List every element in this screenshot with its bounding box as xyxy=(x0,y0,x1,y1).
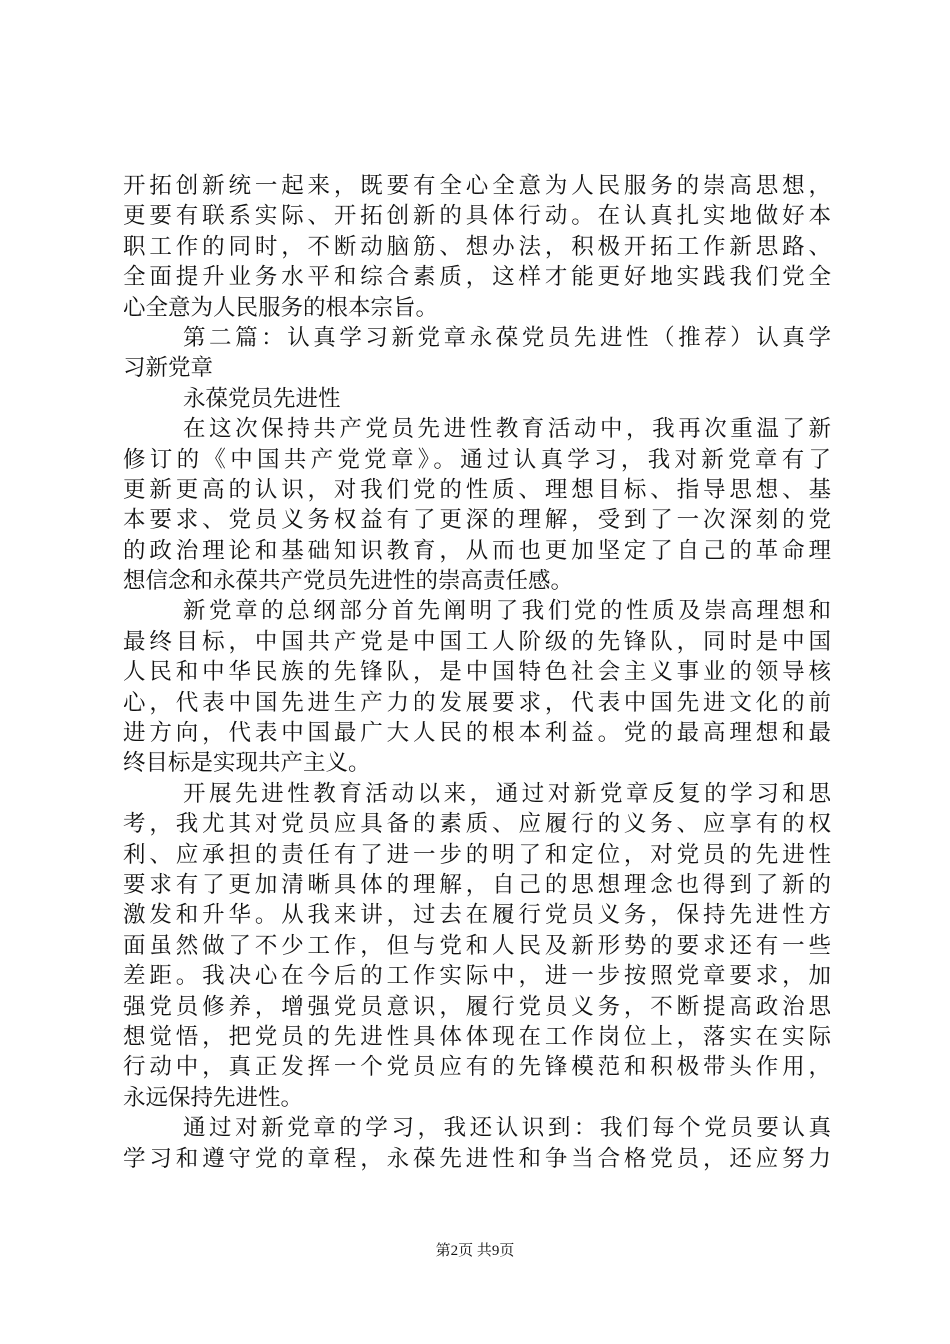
text-line: 学习和遵守党的章程，永葆先进性和争当合格党员，还应努力 xyxy=(123,1145,831,1172)
text-line: 最终目标，中国共产党是中国工人阶级的先锋队，同时是中国 xyxy=(123,628,831,655)
text-line: 更新更高的认识，对我们党的性质、理想目标、指导思想、基 xyxy=(123,476,831,503)
text-line: 第二篇：认真学习新党章永葆党员先进性（推荐）认真学 xyxy=(183,324,831,351)
text-line: 本要求、党员义务权益有了更深的理解，受到了一次深刻的党 xyxy=(123,507,831,534)
text-line: 行动中，真正发挥一个党员应有的先锋模范和积极带头作用， xyxy=(123,1054,831,1081)
text-line: 人民和中华民族的先锋队，是中国特色社会主义事业的领导核 xyxy=(123,659,831,686)
document-body xyxy=(123,171,831,1174)
text-line: 永远保持先进性。 xyxy=(123,1084,304,1111)
text-line: 永葆党员先进性 xyxy=(183,385,341,412)
text-line: 强党员修养，增强党员意识，履行党员义务，不断提高政治思 xyxy=(123,993,831,1020)
text-line: 开展先进性教育活动以来，通过对新党章反复的学习和思 xyxy=(183,780,831,807)
text-line: 全面提升业务水平和综合素质，这样才能更好地实践我们党全 xyxy=(123,264,831,291)
text-line: 激发和升华。从我来讲，过去在履行党员义务，保持先进性方 xyxy=(123,902,831,929)
text-line: 开拓创新统一起来，既要有全心全意为人民服务的崇高思想， xyxy=(123,173,831,199)
text-line: 差距。我决心在今后的工作实际中，进一步按照党章要求，加 xyxy=(123,963,831,990)
text-line: 心，代表中国先进生产力的发展要求，代表中国先进文化的前 xyxy=(123,689,831,716)
text-line: 终目标是实现共产主义。 xyxy=(123,750,371,777)
text-line: 更要有联系实际、开拓创新的具体行动。在认真扎实地做好本 xyxy=(123,203,831,230)
text-line: 想觉悟，把党员的先进性具体体现在工作岗位上，落实在实际 xyxy=(123,1023,831,1050)
text-line: 考，我尤其对党员应具备的素质、应履行的义务、应享有的权 xyxy=(123,811,831,838)
text-line: 通过对新党章的学习，我还认识到：我们每个党员要认真 xyxy=(183,1115,831,1142)
text-line: 习新党章 xyxy=(123,355,214,382)
text-line: 在这次保持共产党员先进性教育活动中，我再次重温了新 xyxy=(183,416,831,443)
text-line: 进方向，代表中国最广大人民的根本利益。党的最高理想和最 xyxy=(123,720,831,747)
page-footer: 第2页 共9页 xyxy=(435,1243,515,1259)
text-line: 的政治理论和基础知识教育，从而也更加坚定了自己的革命理 xyxy=(123,537,831,564)
text-line: 要求有了更加清晰具体的理解，自己的思想理念也得到了新的 xyxy=(123,871,831,898)
text-line: 新党章的总纲部分首先阐明了我们党的性质及崇高理想和 xyxy=(183,598,831,625)
text-line: 修订的《中国共产党党章》。通过认真学习，我对新党章有了 xyxy=(123,446,831,473)
text-line: 心全意为人民服务的根本宗旨。 xyxy=(123,294,439,321)
text-line: 面虽然做了不少工作，但与党和人民及新形势的要求还有一些 xyxy=(123,932,831,959)
text-line: 职工作的同时，不断动脑筋、想办法，积极开拓工作新思路、 xyxy=(123,233,831,260)
text-line: 想信念和永葆共产党员先进性的崇高责任感。 xyxy=(123,568,574,595)
text-line: 利、应承担的责任有了进一步的明了和定位，对党员的先进性 xyxy=(123,841,831,868)
